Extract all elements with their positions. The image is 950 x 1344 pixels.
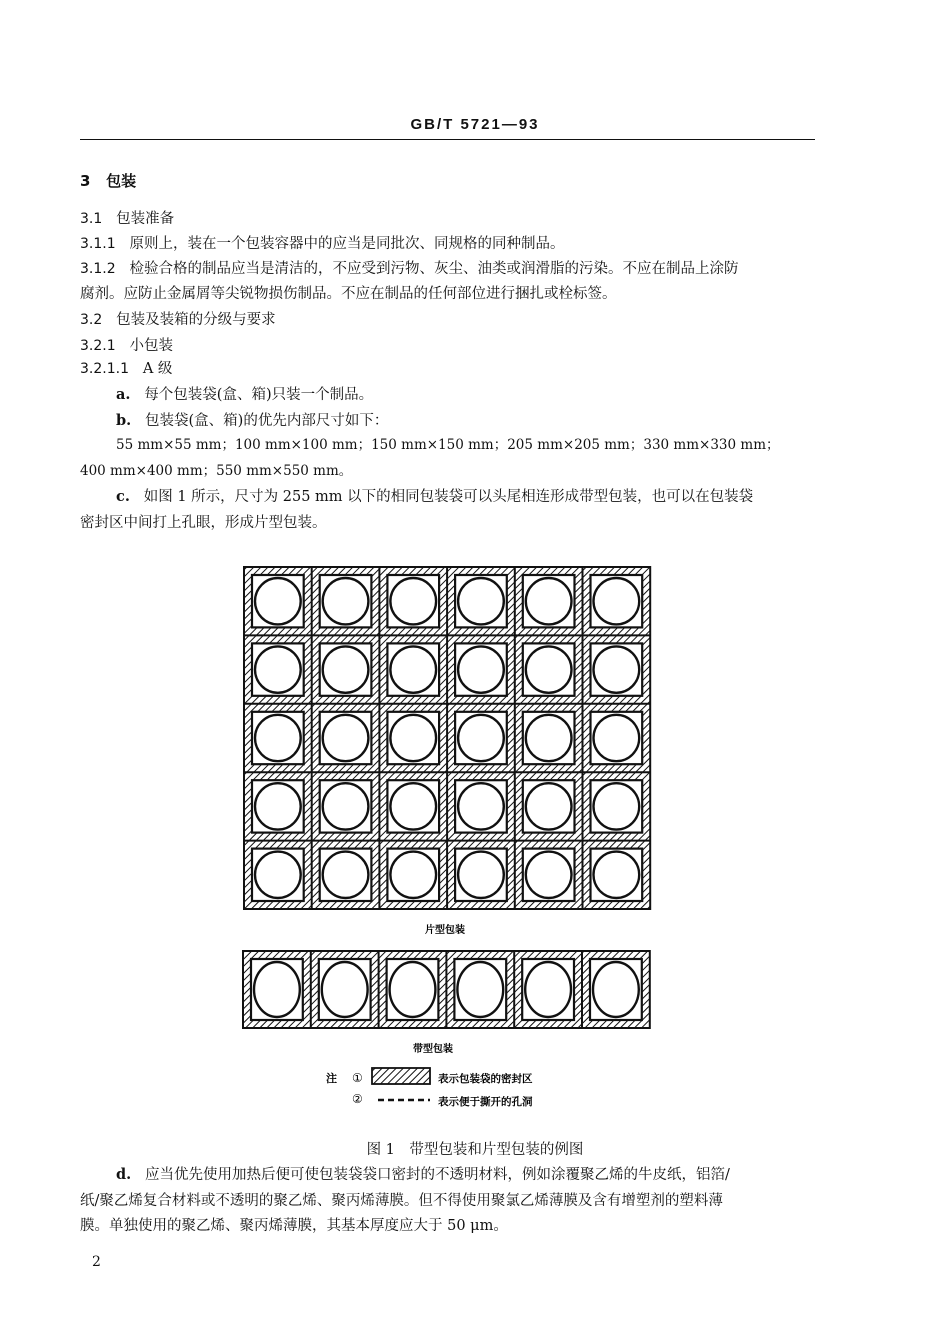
item-c-line-2: 密封区中间打上孔眼，形成片型包装。 bbox=[80, 515, 327, 531]
package-bag bbox=[523, 575, 575, 627]
clause-text: 原则上，装在一个包装容器中的应当是同批次、同规格的同种制品。 bbox=[129, 236, 565, 252]
section-title: 包装准备 bbox=[116, 211, 175, 227]
package-bag bbox=[591, 712, 643, 764]
package-bag bbox=[320, 849, 372, 901]
package-bag bbox=[319, 959, 371, 1020]
clause-text-line-2: 腐剂。应防止金属屑等尖锐物损伤制品。不应在制品的任何部位进行捆扎或栓标签。 bbox=[80, 286, 617, 302]
package-bag bbox=[523, 643, 575, 695]
item-label: b. bbox=[116, 412, 132, 429]
package-bag bbox=[454, 959, 506, 1020]
item-text-line-1: 如图 1 所示，尺寸为 255 mm 以下的相同包装袋可以头尾相连形成带型包装，也可以在包装袋 bbox=[143, 489, 754, 505]
item-d-line-2: 纸/聚乙烯复合材料或不透明的聚乙烯、聚丙烯薄膜。但不得使用聚氯乙烯薄膜及含有增塑剂的塑料薄 bbox=[80, 1193, 723, 1209]
package-bag bbox=[252, 575, 304, 627]
package-bag bbox=[591, 849, 643, 901]
note-2-marker: ② bbox=[352, 1092, 363, 1106]
package-bag bbox=[455, 780, 507, 832]
section-number: 3 bbox=[80, 172, 91, 190]
item-text: 包装袋(盒、箱)的优先内部尺寸如下： bbox=[145, 413, 389, 429]
size-list-line-1: 55 mm×55 mm；100 mm×100 mm；150 mm×150 mm；205 mm×205 mm；330 mm×330 mm； bbox=[116, 437, 780, 453]
section-title: 包装 bbox=[106, 172, 137, 190]
item-label: a. bbox=[116, 386, 131, 403]
section-number: 3.2.1 bbox=[80, 338, 116, 354]
package-bag bbox=[523, 712, 575, 764]
package-bag bbox=[455, 849, 507, 901]
package-bag bbox=[455, 712, 507, 764]
package-bag bbox=[320, 575, 372, 627]
item-d-line-3: 膜。单独使用的聚乙烯、聚丙烯薄膜，其基本厚度应大于 50 μm。 bbox=[80, 1218, 508, 1234]
clause-number: 3.1.1 bbox=[80, 236, 116, 252]
section-number: 3.1 bbox=[80, 211, 103, 227]
clause-text-line-1: 检验合格的制品应当是清洁的，不应受到污物、灰尘、油类或润滑脂的污染。不应在制品上涂防 bbox=[129, 261, 739, 277]
seal-zone-swatch-icon bbox=[372, 1068, 430, 1084]
size-list-line-2: 400 mm×400 mm；550 mm×550 mm。 bbox=[80, 463, 353, 479]
section-title: A 级 bbox=[142, 361, 173, 377]
package-bag bbox=[455, 575, 507, 627]
package-bag bbox=[252, 712, 304, 764]
package-bag bbox=[591, 643, 643, 695]
section-title: 小包装 bbox=[129, 338, 173, 354]
clause-number: 3.1.2 bbox=[80, 261, 116, 277]
note-1-text: 表示包装袋的密封区 bbox=[438, 1073, 533, 1085]
package-bag bbox=[387, 575, 439, 627]
item-label: c. bbox=[116, 488, 130, 505]
page-number: 2 bbox=[92, 1254, 101, 1270]
note-1-marker: ① bbox=[352, 1071, 363, 1085]
package-bag bbox=[251, 959, 303, 1020]
page-header-title: GB/T 5721—93 bbox=[410, 116, 540, 133]
section-number: 3.2.1.1 bbox=[80, 361, 129, 377]
package-bag bbox=[252, 780, 304, 832]
package-bag bbox=[320, 780, 372, 832]
figure-caption: 图 1 带型包装和片型包装的例图 bbox=[366, 1142, 584, 1158]
item-text: 每个包装袋(盒、箱)只装一个制品。 bbox=[144, 387, 374, 403]
section-number: 3.2 bbox=[80, 312, 103, 328]
section-title: 包装及装箱的分级与要求 bbox=[116, 312, 276, 328]
strip-package-diagram bbox=[243, 951, 650, 1028]
package-bag bbox=[387, 849, 439, 901]
figure-legend bbox=[326, 1068, 533, 1108]
package-bag bbox=[591, 575, 643, 627]
package-bag bbox=[523, 849, 575, 901]
package-bag bbox=[590, 959, 642, 1020]
package-bag bbox=[591, 780, 643, 832]
package-bag bbox=[320, 712, 372, 764]
strip-package-label: 带型包装 bbox=[413, 1044, 453, 1055]
package-bag bbox=[387, 643, 439, 695]
note-2-text: 表示便于撕开的孔洞 bbox=[438, 1096, 533, 1108]
item-label: d. bbox=[116, 1166, 132, 1183]
item-text-line-1: 应当优先使用加热后便可使包装袋袋口密封的不透明材料，例如涂覆聚乙烯的牛皮纸，铝箔/ bbox=[145, 1167, 730, 1183]
package-bag bbox=[387, 959, 439, 1020]
package-bag bbox=[455, 643, 507, 695]
package-bag bbox=[252, 643, 304, 695]
item-d bbox=[116, 1164, 856, 1186]
package-bag bbox=[252, 849, 304, 901]
package-bag bbox=[523, 780, 575, 832]
package-bag bbox=[522, 959, 574, 1020]
note-label: 注 bbox=[326, 1072, 337, 1085]
package-bag bbox=[387, 780, 439, 832]
package-bag bbox=[320, 643, 372, 695]
sheet-package-label: 片型包装 bbox=[425, 925, 465, 936]
sheet-package-diagram bbox=[244, 567, 650, 909]
package-bag bbox=[387, 712, 439, 764]
